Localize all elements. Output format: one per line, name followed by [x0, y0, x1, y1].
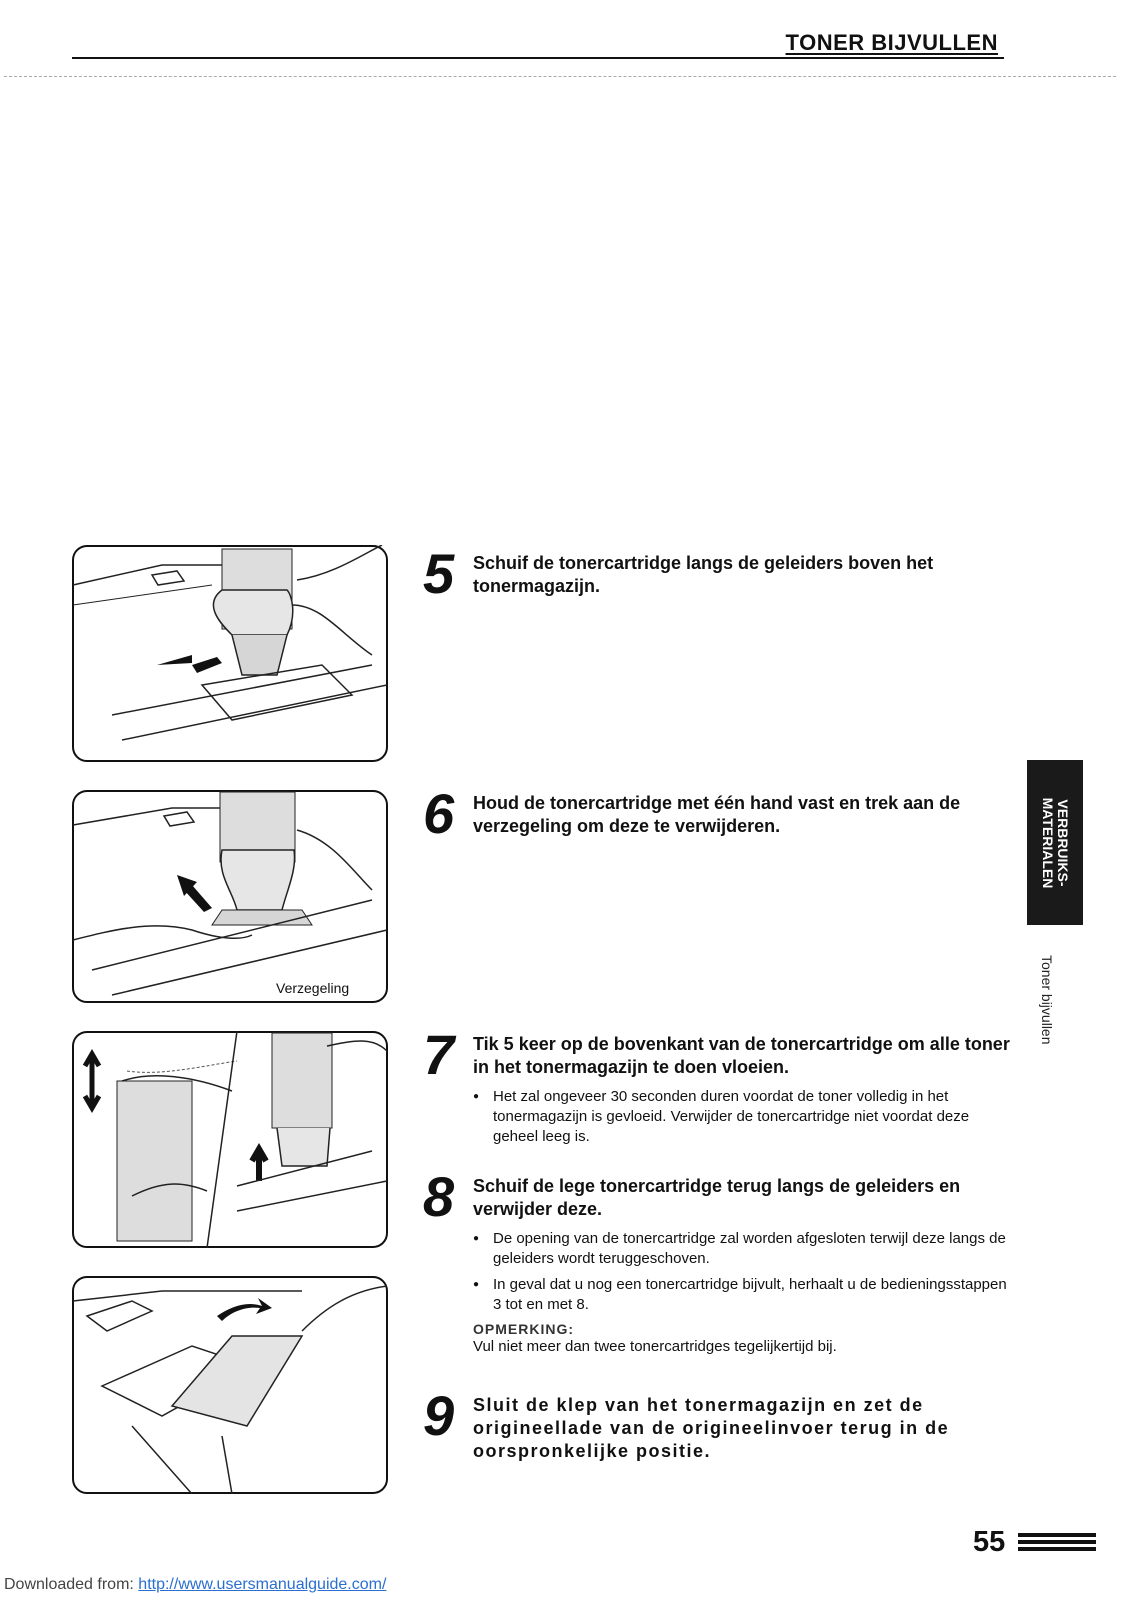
- step-7: [423, 1023, 1018, 1153]
- footer-prefix: Downloaded from:: [4, 1576, 134, 1593]
- step-instruction: Tik 5 keer op de bovenkant van de tonercartridge om alle toner in het tonermagazijn te doen vloeien.: [473, 1034, 1010, 1077]
- page-number: 55: [973, 1526, 1006, 1558]
- header-rule: [72, 57, 1004, 59]
- figure-step6-illustration: [72, 790, 388, 1003]
- seal-label: Verzegeling: [276, 980, 350, 996]
- section-subtitle: Toner bijvullen: [1039, 955, 1055, 1045]
- step-bullets: [473, 1087, 1018, 1147]
- step-instruction: Schuif de tonercartridge langs de geleiders boven het tonermagazijn.: [473, 553, 934, 596]
- bullet-item: ● Het zal ongeveer 30 seconden duren voordat de toner volledig in het tonermagazijn is gevloeid. Verwijder de tonercartridge niet voordat deze geheel leeg is.: [473, 1087, 1018, 1147]
- page-title: TONER BIJVULLEN: [785, 30, 998, 55]
- step-number: 9: [423, 1384, 455, 1447]
- step-number: 5: [423, 542, 455, 605]
- step-5: [423, 542, 1018, 605]
- figure-step7-8-illustration: [72, 1031, 388, 1248]
- step-instruction: Schuif de lege tonercartridge terug langs de geleiders en verwijder deze.: [473, 1176, 961, 1219]
- figure-step5-illustration: [72, 545, 388, 762]
- step-number: 8: [423, 1165, 455, 1228]
- note-title: OPMERKING:: [473, 1321, 574, 1337]
- step-number: 7: [423, 1023, 455, 1086]
- step-instruction: Sluit de klep van het tonermagazijn en zet de origineellade van de origineelinvoer terug in de oorspronkelijke positie.: [473, 1395, 950, 1461]
- step-number: 6: [423, 782, 455, 845]
- section-tab-line2: MATERIALEN: [1040, 797, 1056, 888]
- bullet-item: ● De opening van de tonercartridge zal worden afgesloten terwijl deze langs de geleiders wordt teruggeschoven.: [473, 1229, 1018, 1269]
- bullet-item: ● In geval dat u nog een tonercartridge bijvult, herhaalt u de bedieningsstappen 3 tot en met 8.: [473, 1275, 1018, 1315]
- footer: [4, 1576, 386, 1594]
- step-6: [423, 782, 1018, 845]
- step-instruction: Houd de tonercartridge met één hand vast en trek aan de verzegeling om deze te verwijderen.: [473, 793, 961, 836]
- section-tab: [1027, 760, 1083, 925]
- page-number-bars: [1018, 1533, 1096, 1554]
- header-divider: [4, 76, 1116, 77]
- step-8: [423, 1165, 1018, 1357]
- section-tab-line1: VERBRUIKS-: [1055, 798, 1071, 887]
- footer-link[interactable]: http://www.usersmanualguide.com/: [138, 1576, 387, 1593]
- step-bullets: [473, 1229, 1018, 1315]
- note-text: Vul niet meer dan twee tonercartridges tegelijkertijd bij.: [473, 1338, 837, 1355]
- step-9: [423, 1384, 1018, 1463]
- figure-step9-illustration: [72, 1276, 388, 1494]
- note: [473, 1321, 1018, 1357]
